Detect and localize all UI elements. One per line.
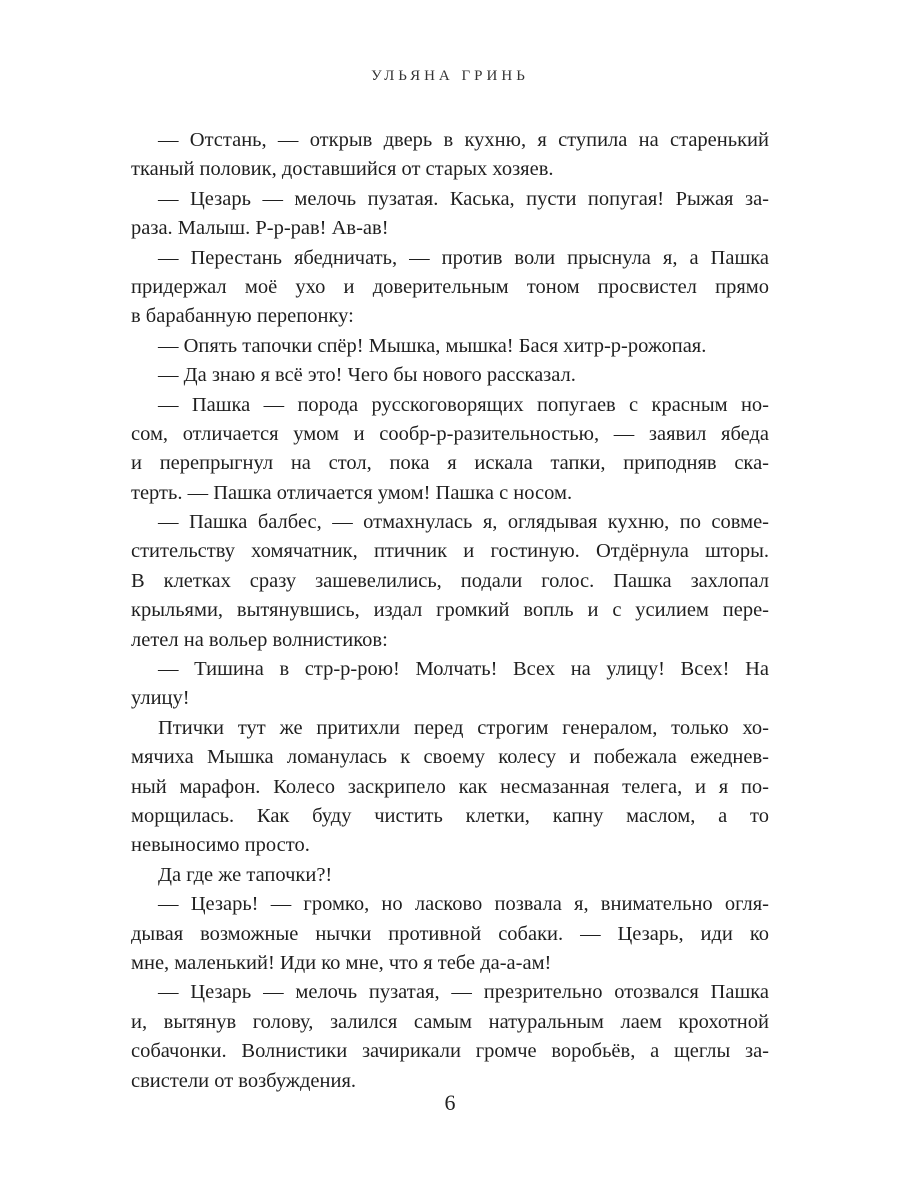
text-line: крыльями, вытянувшись, издал громкий вопль и с усилием пере- (131, 599, 769, 622)
text-line: летел на вольер волнистиков: (131, 628, 388, 651)
text-line: ный марафон. Колесо заскрипело как несмазанная телега, и я по- (131, 775, 769, 798)
text-line: раза. Малыш. Р-р-рав! Ав-ав! (131, 217, 389, 240)
text-line: в барабанную перепонку: (131, 305, 354, 328)
text-line: придержал моё ухо и доверительным тоном просвистел прямо (131, 275, 769, 298)
body-text (131, 126, 769, 1096)
text-line: — Отстань, — открыв дверь в кухню, я ступила на старенький (158, 129, 769, 151)
text-line: мне, маленький! Иди ко мне, что я тебе да-а-ам! (131, 951, 552, 974)
running-header-author: УЛЬЯНА ГРИНЬ (371, 68, 529, 84)
text-line: улицу! (131, 687, 190, 710)
text-line: дывая возможные нычки противной собаки. — Цезарь, иди ко (131, 922, 769, 945)
text-line: сом, отличается умом и сообр-р-разительностью, — заявил ябеда (131, 422, 769, 445)
text-line: невыносимо просто. (131, 834, 310, 857)
text-line: собачонки. Волнистики зачирикали громче воробьёв, а щеглы за- (131, 1040, 769, 1063)
text-line: и перепрыгнул на стол, пока я искала тапки, приподняв ска- (131, 452, 769, 475)
text-line: — Опять тапочки спёр! Мышка, мышка! Бася хитр-р-рожопая. (158, 334, 707, 357)
text-line: мячиха Мышка ломанулась к своему колесу и побежала ежеднев- (131, 746, 769, 769)
text-line: — Пашка балбес, — отмахнулась я, оглядывая кухню, по совме- (158, 511, 769, 534)
text-line: свистели от возбуждения. (131, 1069, 356, 1092)
text-line: терть. — Пашка отличается умом! Пашка с носом. (131, 481, 573, 504)
text-line: — Пашка — порода русскоговорящих попугаев с красным но- (158, 393, 769, 416)
text-line: — Да знаю я всё это! Чего бы нового рассказал. (158, 364, 576, 387)
page-number: 6 (444, 1090, 456, 1115)
text-line: стительству хомячатник, птичник и гостиную. Отдёрнула шторы. (131, 540, 769, 563)
text-line: Да где же тапочки?! (158, 863, 333, 886)
text-line: и, вытянув голову, залился самым натуральным лаем крохотной (131, 1010, 769, 1033)
text-line: — Перестань ябедничать, — против воли прыснула я, а Пашка (158, 246, 769, 269)
text-line: Птички тут же притихли перед строгим генералом, только хо- (158, 716, 769, 739)
text-line: — Цезарь — мелочь пузатая, — презрительно отозвался Пашка (158, 981, 769, 1004)
text-line: тканый половик, доставшийся от старых хозяев. (131, 158, 554, 181)
text-line: В клетках сразу зашевелились, подали голос. Пашка захлопал (131, 569, 769, 592)
text-line: — Тишина в стр-р-рою! Молчать! Всех на улицу! Всех! На (158, 658, 769, 681)
text-line: — Цезарь! — громко, но ласково позвала я, внимательно огля- (158, 893, 769, 916)
text-line: — Цезарь — мелочь пузатая. Каська, пусти попугая! Рыжая за- (158, 187, 769, 210)
text-line: морщилась. Как буду чистить клетки, капну маслом, а то (131, 804, 769, 827)
